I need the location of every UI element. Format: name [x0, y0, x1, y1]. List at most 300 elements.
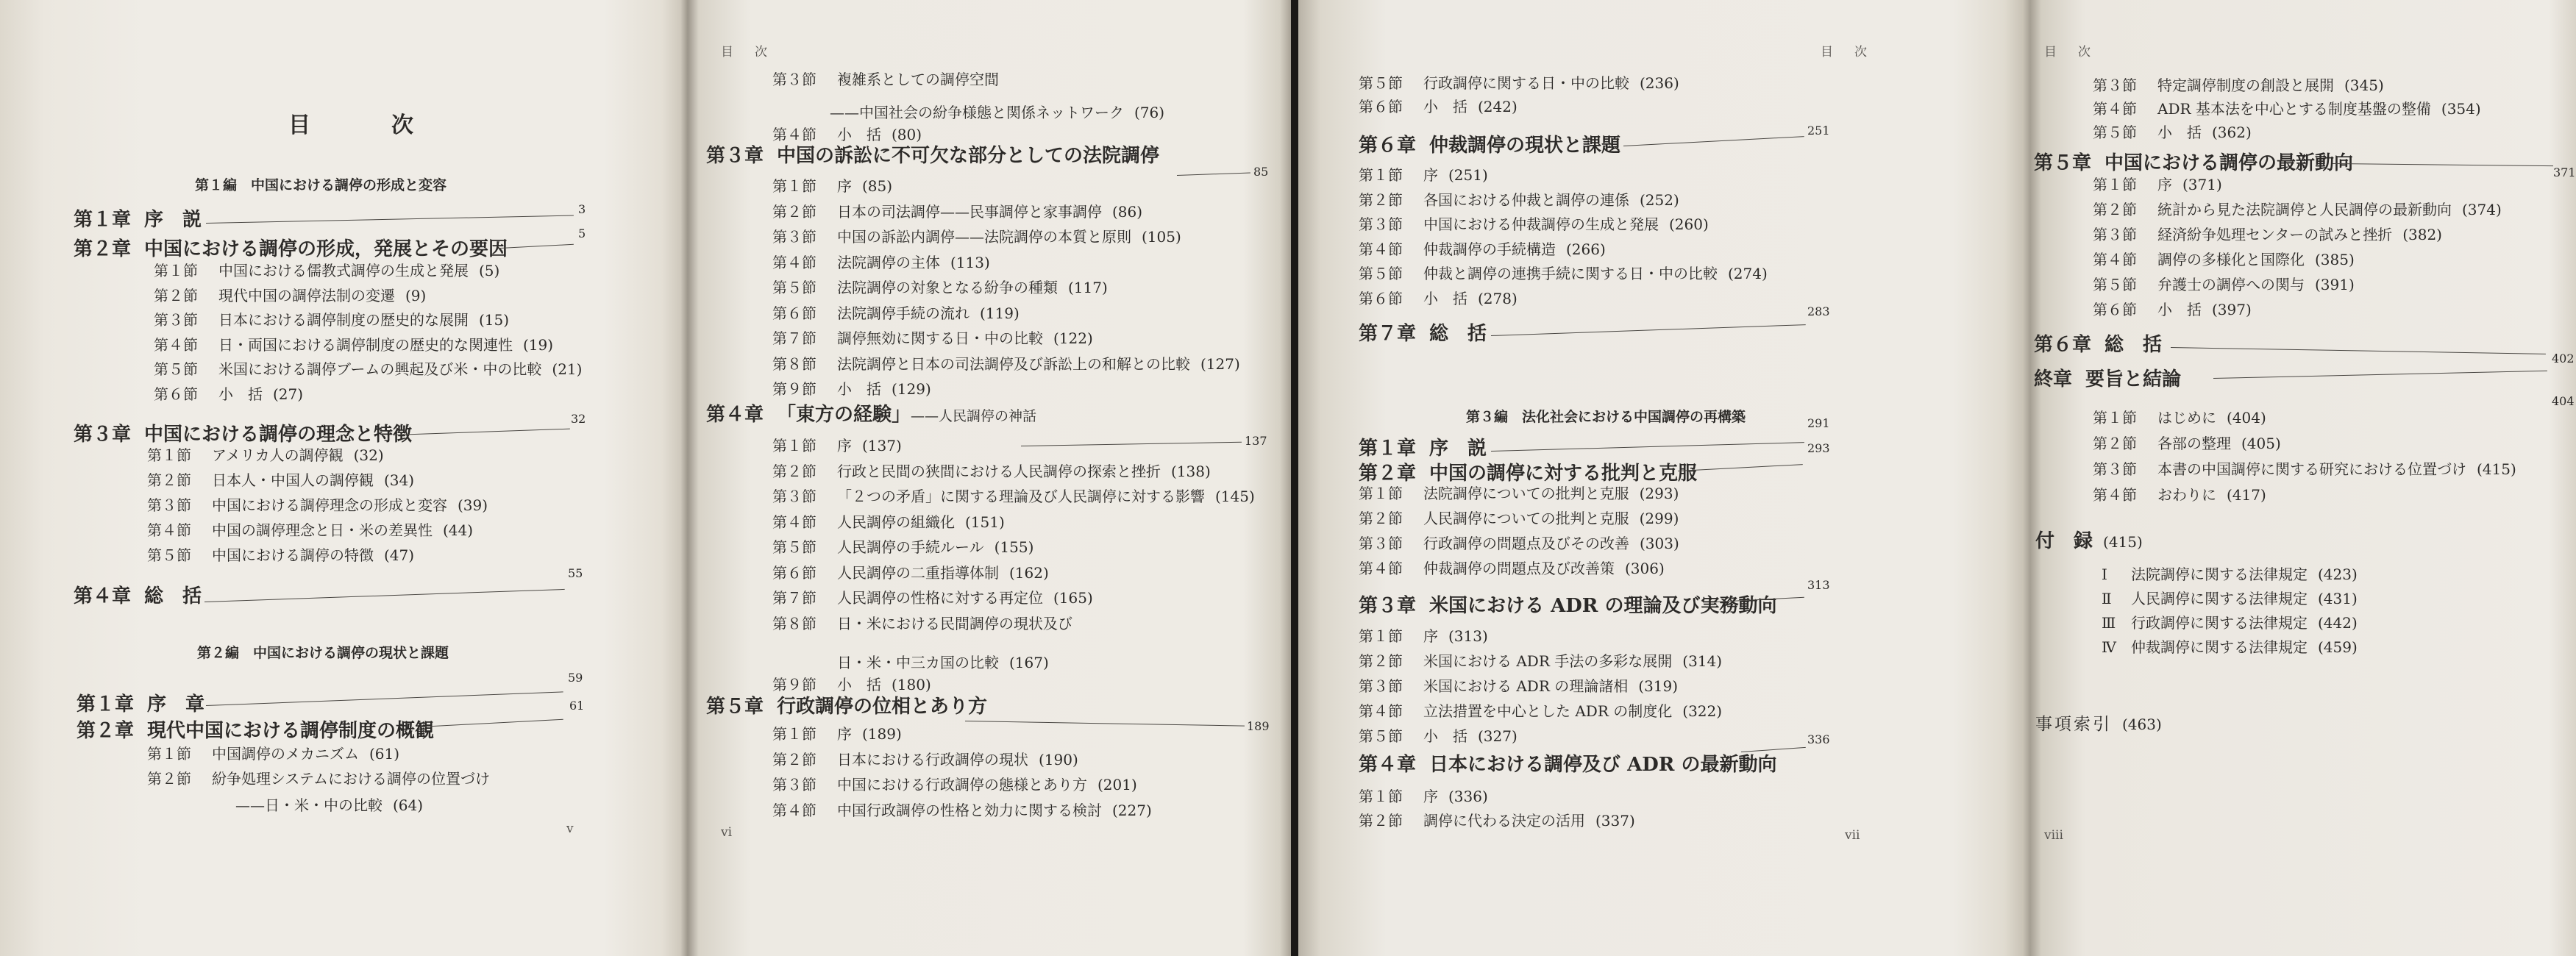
section-page: (76) — [1134, 104, 1165, 121]
chapter-title: 中国の訴訟に不可欠な部分としての法院調停 — [777, 145, 1160, 167]
section-row — [772, 538, 1033, 557]
continuation-text: 日・米・中三カ国の比較 — [837, 654, 999, 671]
folio: vii — [1845, 828, 1860, 843]
section-title: 小 括 — [837, 380, 881, 398]
section-page: (32) — [353, 446, 384, 464]
section-page: (299) — [1639, 510, 1679, 527]
section-page: (293) — [1639, 485, 1679, 502]
section-title: 米国における ADR 手法の多彩な展開 — [1423, 652, 1673, 670]
section-title: 序 — [1423, 627, 1438, 645]
leader-rule — [1491, 442, 1804, 452]
section-number: 第４節 — [1359, 240, 1403, 258]
appendix-row — [2035, 529, 2143, 554]
section-row — [772, 750, 1078, 769]
chapter-row — [1359, 322, 1487, 346]
section-row — [1359, 484, 1679, 503]
section-page: (189) — [862, 725, 902, 743]
section-number: Ⅱ — [2102, 590, 2112, 607]
section-page: (459) — [2318, 638, 2358, 656]
page-number: 404 — [2552, 394, 2575, 408]
chapter-row — [1359, 594, 1776, 618]
section-title: おわりに — [2157, 486, 2216, 504]
section-title: アメリカ人の調停観 — [212, 446, 344, 464]
chapter-row — [74, 585, 202, 608]
page-number: 55 — [568, 566, 583, 580]
section-title: 調停無効に関する日・中の比較 — [837, 329, 1043, 347]
leader-rule — [1741, 747, 1806, 752]
section-title: 人民調停に関する法律規定 — [2131, 590, 2308, 607]
section-number: 第３節 — [772, 228, 816, 246]
section-number: 第１節 — [147, 446, 191, 464]
section-title: 小 括 — [1423, 727, 1467, 745]
section-row — [1359, 509, 1679, 528]
chapter-number: 第２章 — [77, 720, 135, 742]
section-row — [772, 227, 1181, 246]
section-page: (85) — [862, 177, 893, 195]
page-number: 251 — [1807, 124, 1830, 138]
folio: vi — [721, 825, 733, 840]
section-page: (165) — [1053, 589, 1093, 607]
chapter-row — [2034, 333, 2162, 357]
section-page: (167) — [1009, 654, 1049, 671]
section-page: (137) — [862, 437, 902, 454]
section-page: (155) — [994, 538, 1034, 556]
appendix-item — [2102, 613, 2358, 632]
section-row — [154, 286, 426, 305]
leader-rule — [206, 691, 563, 706]
running-header: 目 次 — [1821, 45, 1871, 60]
section-page: (251) — [1448, 166, 1488, 184]
section-number: 第１節 — [1359, 166, 1403, 184]
section-title: 法院調停に関する法律規定 — [2131, 566, 2308, 583]
section-number: 第３節 — [154, 311, 198, 329]
section-page: (303) — [1640, 535, 1679, 552]
chapter-row — [706, 695, 987, 718]
section-number: 第３節 — [2093, 460, 2137, 478]
section-number: 第２節 — [772, 202, 816, 221]
section-number: 第５節 — [1359, 265, 1403, 282]
section-title: 小 括 — [1423, 289, 1467, 307]
section-row — [772, 176, 892, 196]
section-title: 仲裁調停の問題点及び改善策 — [1423, 560, 1615, 577]
leader-rule — [1623, 136, 1804, 146]
section-row — [147, 471, 414, 490]
section-row — [2093, 123, 2252, 142]
section-row — [772, 329, 1093, 348]
section-title: 小 括 — [837, 126, 881, 143]
section-title: 米国における ADR の理論諸相 — [1423, 677, 1629, 695]
section-page: (322) — [1682, 702, 1723, 720]
section-page: (415) — [2477, 460, 2516, 478]
chapter-title: 中国における調停の理念と特徴 — [144, 424, 413, 446]
section-page: (242) — [1478, 98, 1518, 115]
leader-rule — [204, 589, 565, 602]
section-row — [147, 744, 399, 763]
section-row — [772, 125, 922, 144]
section-number: 第５節 — [772, 538, 816, 556]
section-page: (252) — [1640, 190, 1679, 209]
section-row — [1359, 534, 1679, 553]
section-row — [1359, 74, 1679, 93]
section-page: (391) — [2315, 276, 2355, 293]
leader-rule — [965, 721, 1245, 727]
section-title: 日・両国における調停制度の歴史的な関連性 — [218, 335, 513, 354]
chapter-number: 第４章 — [1359, 754, 1417, 776]
section-number: 第２節 — [154, 286, 198, 304]
section-row — [772, 253, 990, 272]
chapter-row — [1359, 753, 1776, 777]
section-row — [1359, 652, 1722, 671]
section-row — [154, 335, 553, 354]
section-page: (127) — [1200, 354, 1240, 373]
section-number: 第３節 — [1359, 535, 1403, 552]
page-number: 336 — [1807, 732, 1830, 746]
leader-rule — [2171, 347, 2546, 354]
page-number: 32 — [571, 412, 586, 426]
page-number: 85 — [1253, 165, 1269, 179]
section-row — [2093, 275, 2355, 294]
chapter-title: 中国の調停に対する批判と克服 — [1429, 463, 1698, 485]
appendix-item — [2102, 638, 2358, 657]
chapter-title: 総 括 — [1429, 323, 1487, 345]
section-continuation — [830, 103, 1164, 122]
section-number: 第５節 — [147, 546, 191, 564]
section-page: (313) — [1448, 627, 1488, 645]
chapter-subtitle: ——人民調停の神話 — [911, 408, 1037, 424]
section-title: 日本人・中国人の調停観 — [212, 471, 374, 489]
section-number: 第４節 — [1359, 702, 1403, 720]
section-title: 日本の司法調停——民事調停と家事調停 — [837, 202, 1102, 221]
chapter-row — [74, 238, 508, 261]
section-title: 中国における調停の特徴 — [212, 546, 374, 564]
page-number: 371 — [2553, 165, 2576, 179]
section-title: 人民調停の性格に対する再定位 — [837, 589, 1043, 607]
section-page: (119) — [980, 304, 1020, 322]
section-title: 中国調停のメカニズム — [212, 745, 359, 763]
section-number: 第５節 — [1359, 727, 1403, 745]
section-continuation — [837, 653, 1049, 672]
section-number: 第１節 — [772, 177, 816, 195]
appendix-page: (415) — [2103, 533, 2143, 551]
section-page: (354) — [2441, 100, 2481, 118]
chapter-row — [74, 423, 412, 446]
section-page: (162) — [1009, 563, 1049, 582]
section-page: (105) — [1142, 228, 1181, 246]
section-title: ADR 基本法を中心とする制度基盤の整備 — [2157, 100, 2431, 118]
section-number: 第１節 — [772, 725, 816, 743]
section-page: (39) — [458, 496, 488, 514]
chapter-number: 第１章 — [74, 209, 132, 231]
chapter-title: 総 括 — [144, 585, 202, 607]
page-number: 283 — [1807, 304, 1830, 318]
leader-rule — [394, 429, 570, 435]
right-spread — [1298, 0, 2576, 956]
section-row — [1359, 811, 1635, 830]
leader-rule — [206, 215, 574, 224]
section-page: (15) — [479, 311, 510, 329]
leader-rule — [1177, 173, 1250, 176]
section-page: (404) — [2227, 409, 2266, 427]
section-number: 第３節 — [1359, 215, 1403, 233]
leader-rule — [1021, 442, 1242, 446]
section-row — [1359, 289, 1518, 308]
section-number: 第５節 — [772, 279, 816, 296]
section-title: 中国における調停理念の形成と変容 — [212, 496, 447, 514]
part-heading: 第３編 法化社会における中国調停の再構築 — [1466, 409, 1746, 425]
chapter-title: 序 章 — [147, 693, 205, 716]
section-title: 行政調停の問題点及びその改善 — [1423, 535, 1629, 552]
section-title: 中国の調停理念と日・米の差異性 — [212, 521, 433, 539]
section-title: 現代中国の調停法制の変遷 — [218, 286, 395, 304]
section-title: 行政と民間の狭間における人民調停の探索と挫折 — [837, 462, 1161, 480]
section-row — [1359, 97, 1518, 116]
section-number: 第６節 — [1359, 98, 1403, 115]
section-page: (117) — [1068, 279, 1108, 296]
chapter-row — [77, 719, 434, 743]
section-page: (44) — [443, 521, 474, 539]
continuation-text: ——日・米・中の比較 — [235, 796, 383, 814]
chapter-row — [77, 693, 204, 716]
chapter-number: 第２章 — [74, 238, 132, 260]
section-row — [772, 278, 1108, 297]
section-page: (5) — [479, 262, 500, 279]
section-page: (21) — [552, 360, 583, 378]
section-page: (385) — [2315, 251, 2355, 268]
section-title: 中国の訴訟内調停——法院調停の本質と原則 — [837, 228, 1131, 246]
section-page: (423) — [2318, 566, 2358, 583]
section-title: 法院調停の主体 — [837, 253, 940, 271]
section-number: 第３節 — [1359, 677, 1403, 695]
chapter-row — [1359, 462, 1697, 485]
section-row — [147, 521, 473, 540]
section-page: (129) — [892, 380, 931, 398]
section-row — [2093, 250, 2355, 269]
section-number: 第４節 — [1359, 560, 1403, 577]
section-title: 経済紛争処理センターの試みと挫折 — [2157, 226, 2393, 243]
leader-rule — [2213, 371, 2547, 379]
section-number: 第２節 — [772, 750, 816, 768]
section-title: 小 括 — [218, 385, 263, 403]
section-page: (113) — [950, 253, 990, 271]
section-number: 第２節 — [1359, 812, 1403, 830]
section-row — [1359, 702, 1722, 721]
section-row — [154, 360, 582, 379]
index-row — [2035, 715, 2162, 734]
section-row — [2093, 434, 2281, 453]
section-number: 第１節 — [154, 262, 198, 279]
section-number: 第３節 — [2093, 76, 2137, 94]
appendix-title: 付 録 — [2035, 530, 2093, 552]
section-row — [1359, 165, 1488, 185]
appendix-item — [2102, 565, 2358, 584]
section-number: Ⅳ — [2102, 638, 2116, 656]
section-number: 第３節 — [147, 496, 191, 514]
leader-rule — [419, 719, 563, 727]
section-title: 弁護士の調停への関与 — [2157, 276, 2305, 293]
section-page: (19) — [523, 335, 554, 354]
section-title: 複雑系としての調停空間 — [837, 71, 999, 88]
chapter-title: 行政調停の位相とあり方 — [777, 696, 988, 718]
appendix-item — [2102, 589, 2358, 608]
section-page: (86) — [1112, 202, 1143, 221]
section-row — [772, 354, 1240, 374]
section-page: (145) — [1215, 488, 1255, 505]
section-row — [147, 546, 414, 565]
section-number: 第１節 — [2093, 409, 2137, 427]
folio: viii — [2044, 828, 2063, 843]
chapter-number: 第３章 — [1359, 595, 1417, 617]
chapter-number: 第５章 — [706, 696, 764, 718]
section-row — [2093, 175, 2222, 194]
section-row — [772, 563, 1049, 582]
section-page: (138) — [1171, 462, 1211, 480]
section-number: 第７節 — [772, 589, 816, 607]
continuation-text: ——中国社会の紛争様態と関係ネットワーク — [830, 104, 1124, 121]
section-title: 特定調停制度の創設と展開 — [2157, 76, 2334, 94]
section-row — [772, 775, 1137, 794]
chapter-number: 第２章 — [1359, 463, 1417, 485]
chapter-row — [2034, 151, 2353, 175]
section-number: 第４節 — [154, 335, 198, 354]
section-page: (382) — [2402, 226, 2442, 243]
section-title: 序 — [837, 177, 852, 195]
section-page: (337) — [1595, 812, 1635, 830]
page-v — [0, 0, 677, 956]
page-number: 189 — [1247, 719, 1270, 733]
section-page: (27) — [273, 385, 304, 403]
section-row — [1359, 627, 1488, 646]
page-number: 137 — [1245, 434, 1267, 448]
section-row — [772, 436, 902, 455]
section-title: 各国における仲裁と調停の連係 — [1423, 190, 1629, 209]
running-header: 目 次 — [721, 45, 772, 60]
section-title: 中国における儒教式調停の生成と発展 — [218, 262, 469, 279]
section-row — [772, 462, 1211, 481]
section-title: はじめに — [2157, 409, 2216, 427]
section-row — [154, 310, 509, 329]
section-row — [154, 385, 303, 404]
section-number: 第４節 — [2093, 100, 2137, 118]
section-number: 第２節 — [1359, 652, 1403, 670]
section-page: (274) — [1728, 265, 1768, 282]
section-number: 第５節 — [2093, 276, 2137, 293]
section-title: 行政調停に関する法律規定 — [2131, 614, 2308, 632]
section-number: 第９節 — [772, 676, 816, 693]
section-continuation — [235, 796, 423, 815]
section-title: 仲裁調停に関する法律規定 — [2131, 638, 2308, 656]
section-page: (151) — [965, 513, 1005, 531]
section-page: (190) — [1039, 750, 1078, 768]
running-header: 目 次 — [2044, 45, 2095, 60]
section-title: 日本における調停制度の歴史的な展開 — [218, 311, 469, 329]
section-number: 第１節 — [1359, 788, 1403, 805]
section-page: (236) — [1640, 74, 1679, 92]
section-number: 第１節 — [147, 745, 191, 763]
section-page: (61) — [369, 745, 400, 763]
section-title: 法院調停についての批判と克服 — [1423, 485, 1629, 502]
page-title: 目 次 — [288, 113, 443, 138]
section-number: 第６節 — [1359, 289, 1403, 307]
section-row — [147, 496, 488, 515]
chapter-row — [706, 403, 1036, 428]
section-number: 第２節 — [147, 471, 191, 489]
chapter-title: 日本における調停及び ADR の最新動向 — [1429, 754, 1777, 776]
section-title: 中国行政調停の性格と効力に関する検討 — [837, 801, 1102, 819]
section-row — [772, 379, 931, 399]
section-number: 第１節 — [1359, 485, 1403, 502]
section-number: 第６節 — [772, 304, 816, 322]
section-title: 小 括 — [2157, 124, 2202, 141]
section-row — [772, 487, 1255, 506]
section-title: 法院調停手続の流れ — [837, 304, 969, 322]
page-number: 313 — [1807, 578, 1830, 592]
section-title: 調停の多様化と国際化 — [2157, 251, 2305, 268]
chapter-title: 仲裁調停の現状と課題 — [1429, 135, 1621, 157]
section-number: 第４節 — [772, 801, 816, 819]
section-number: 第６節 — [2093, 301, 2137, 318]
part-heading: 第２編 中国における調停の現状と課題 — [197, 645, 449, 661]
page-number: 402 — [2552, 352, 2575, 365]
chapter-title: 総 括 — [2104, 334, 2163, 356]
chapter-title: 中国における調停の形成，発展とその要因 — [144, 238, 508, 260]
section-page: (336) — [1448, 788, 1488, 805]
section-number: 第４節 — [2093, 251, 2137, 268]
section-number: 第８節 — [772, 614, 816, 632]
section-page: (371) — [2182, 176, 2222, 193]
chapter-number: 第５章 — [2034, 152, 2092, 174]
section-number: 第４節 — [772, 126, 816, 143]
section-row — [772, 202, 1142, 221]
section-number: 第１節 — [1359, 627, 1403, 645]
section-page: (397) — [2212, 301, 2252, 318]
chapter-number: 第１章 — [1359, 438, 1417, 460]
section-number: 第４節 — [772, 253, 816, 271]
section-row — [154, 261, 499, 280]
section-title: 中国における仲裁調停の生成と発展 — [1423, 215, 1659, 233]
section-title: 人民調停の手続ルール — [837, 538, 984, 556]
section-number: 第９節 — [772, 380, 816, 398]
section-number: Ⅲ — [2102, 614, 2116, 632]
section-row — [772, 70, 1009, 89]
section-row — [2093, 76, 2384, 95]
page-viii — [2034, 0, 2576, 956]
section-number: 第５節 — [1359, 74, 1403, 92]
index-title: 事項索引 — [2035, 715, 2112, 734]
section-number: 第４節 — [772, 513, 816, 531]
section-row — [772, 513, 1005, 532]
page-vii — [1298, 0, 2027, 956]
section-page: (319) — [1638, 677, 1679, 695]
section-page: (374) — [2462, 201, 2502, 218]
section-page: (34) — [384, 471, 415, 489]
section-number: 第４節 — [147, 521, 191, 539]
section-row — [147, 446, 384, 465]
section-page: (405) — [2241, 435, 2281, 452]
page-number: 293 — [1807, 441, 1830, 455]
chapter-row — [2034, 368, 2181, 391]
section-row — [2093, 99, 2481, 118]
chapter-row — [706, 144, 1159, 168]
section-title: 法院調停と日本の司法調停及び訴訟上の和解との比較 — [837, 354, 1190, 373]
section-number: 第２節 — [772, 462, 816, 480]
page-number: 5 — [578, 226, 586, 240]
section-page: (180) — [892, 676, 931, 693]
section-page: (122) — [1053, 329, 1093, 347]
section-row — [147, 769, 500, 788]
section-title: 立法措置を中心とした ADR の制度化 — [1423, 702, 1673, 720]
chapter-number: 第７章 — [1359, 323, 1417, 345]
section-title: 法院調停の対象となる紛争の種類 — [837, 279, 1058, 296]
